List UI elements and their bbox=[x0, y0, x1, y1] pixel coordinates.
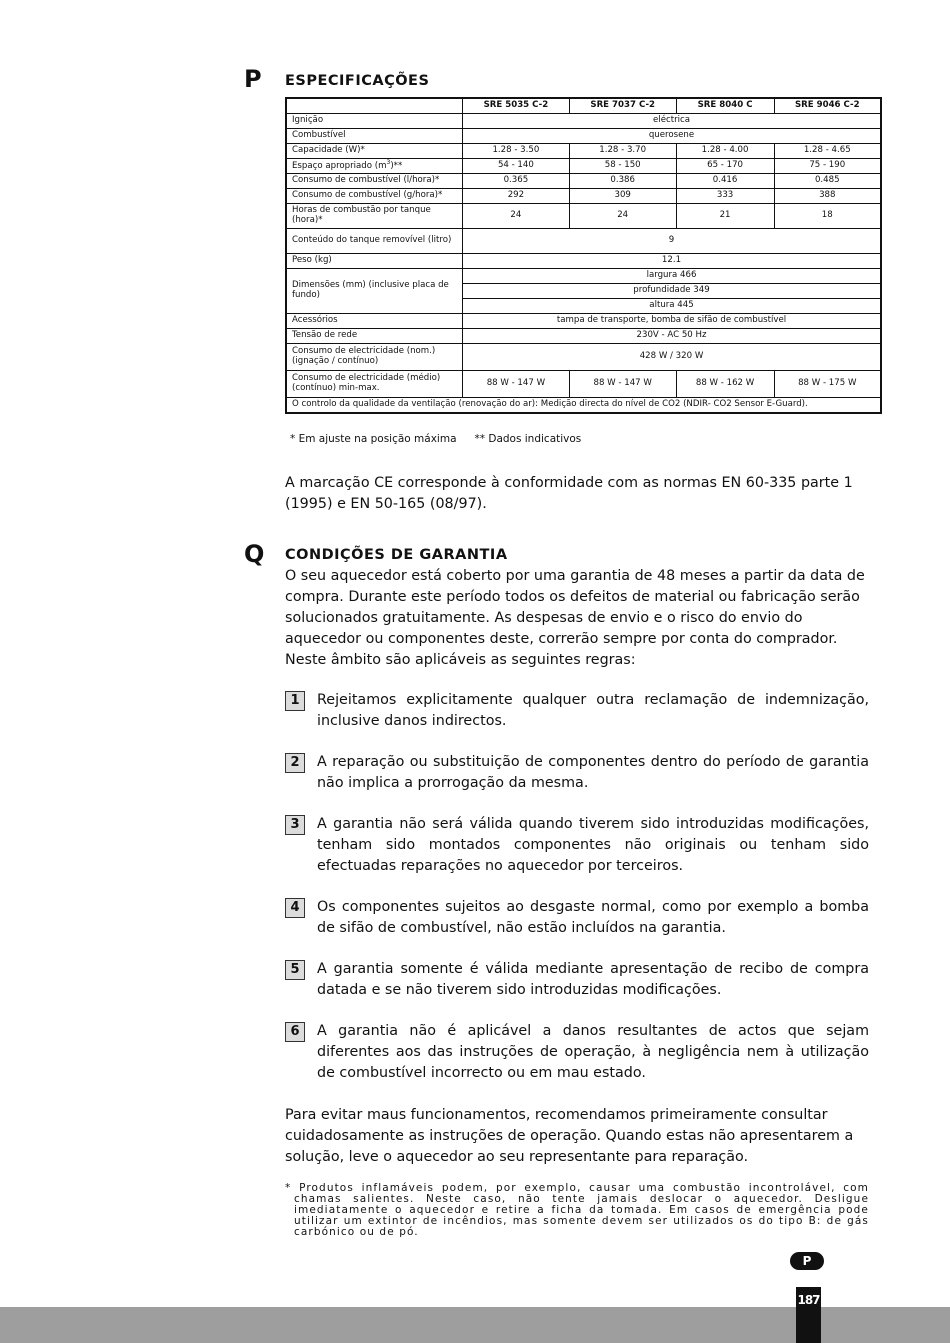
row-label: Ignição bbox=[287, 114, 463, 129]
cell-value: 428 W / 320 W bbox=[463, 344, 880, 371]
cell-value: 54 - 140 bbox=[463, 159, 570, 174]
table-row bbox=[287, 371, 880, 398]
row-label: Conteúdo do tanque removível (litro) bbox=[287, 229, 463, 254]
table-row bbox=[287, 229, 880, 254]
rule-item bbox=[285, 897, 869, 939]
cell-value: 333 bbox=[677, 189, 775, 204]
table-corner bbox=[287, 99, 463, 114]
cell-value: 1.28 - 4.00 bbox=[677, 144, 775, 159]
cell-value: 65 - 170 bbox=[677, 159, 775, 174]
page-number: 187 bbox=[797, 1293, 820, 1307]
cell-value: 0.386 bbox=[570, 174, 677, 189]
model-header: SRE 5035 C-2 bbox=[463, 99, 570, 114]
page-number-tab bbox=[796, 1287, 821, 1343]
section-title-specs: ESPECIFICAÇÕES bbox=[285, 73, 430, 89]
ce-text: A marcação CE corresponde à conformidade com as normas EN 60-335 parte 1 (1995) e EN 50-165 (08/97). bbox=[285, 475, 853, 512]
rule-text: Rejeitamos explicitamente qualquer outra reclamação de indemnização, inclusive danos indirectos. bbox=[317, 692, 869, 729]
spec-table bbox=[285, 97, 882, 414]
rule-text: A reparação ou substituição de componentes dentro do período de garantia não implica a prorrogação da mesma. bbox=[317, 754, 869, 791]
model-header: SRE 8040 C bbox=[677, 99, 775, 114]
row-label: Consumo de electricidade (nom.) (ignação / contínuo) bbox=[287, 344, 463, 371]
rule-item bbox=[285, 814, 869, 877]
table-row bbox=[287, 314, 880, 329]
table-row bbox=[287, 114, 880, 129]
superscript: 3 bbox=[386, 159, 391, 167]
table-footnotes bbox=[290, 433, 581, 445]
cell-value: 9 bbox=[463, 229, 880, 254]
cell-value: 388 bbox=[775, 189, 880, 204]
table-row bbox=[287, 159, 880, 174]
cell-value: 230V - AC 50 Hz bbox=[463, 329, 880, 344]
cell-value: 88 W - 147 W bbox=[463, 371, 570, 398]
table-row bbox=[287, 329, 880, 344]
rule-number: 4 bbox=[285, 898, 305, 918]
rule-number: 5 bbox=[285, 960, 305, 980]
cell-value: profundidade 349 bbox=[463, 284, 880, 299]
row-label: Consumo de electricidade (médio) (contínuo) min-max. bbox=[287, 371, 463, 398]
cell-value: 88 W - 162 W bbox=[677, 371, 775, 398]
rule-text: A garantia não será válida quando tiverem sido introduzidas modificações, tenham sido montados componentes não originais ou tenham sido efectuadas reparações no aquecedor por terceiros. bbox=[317, 816, 869, 874]
footnote: ** Dados indicativos bbox=[474, 433, 582, 445]
cell-value: altura 445 bbox=[463, 299, 880, 314]
cell-value: 88 W - 175 W bbox=[775, 371, 880, 398]
closing-text: Para evitar maus funcionamentos, recomendamos primeiramente consultar cuidadosamente as instruções de operação. Quando estas não apresentarem a solução, leve o aquecedor ao seu representante para reparação. bbox=[285, 1107, 854, 1165]
rule-number: 6 bbox=[285, 1022, 305, 1042]
cell-value: querosene bbox=[463, 129, 880, 144]
rule-item bbox=[285, 690, 869, 732]
row-label: Peso (kg) bbox=[287, 254, 463, 269]
table-row bbox=[287, 174, 880, 189]
row-label-text: Espaço apropriado (m bbox=[292, 160, 387, 171]
cell-value: 58 - 150 bbox=[570, 159, 677, 174]
rule-number: 1 bbox=[285, 691, 305, 711]
cell-value: 88 W - 147 W bbox=[570, 371, 677, 398]
cell-value: 12.1 bbox=[463, 254, 880, 269]
table-row bbox=[287, 144, 880, 159]
rule-number: 3 bbox=[285, 815, 305, 835]
section-letter-warranty: Q bbox=[244, 540, 265, 568]
cell-value: tampa de transporte, bomba de sifão de combustível bbox=[463, 314, 880, 329]
table-row bbox=[287, 129, 880, 144]
cell-value: 292 bbox=[463, 189, 570, 204]
cell-value: 1.28 - 3.50 bbox=[463, 144, 570, 159]
language-badge: P bbox=[790, 1252, 824, 1270]
row-label: Capacidade (W)* bbox=[287, 144, 463, 159]
cell-value: 24 bbox=[463, 204, 570, 229]
rule-text: A garantia somente é válida mediante apresentação de recibo de compra datada e se não tiverem sido introduzidas modificações. bbox=[317, 961, 869, 998]
safety-note: * Produtos inflamáveis podem, por exemplo, causar uma combustão incontrolável, com chamas salientes. Neste caso, não tente jamais deslocar o aquecedor. Desligue imediatamente o aquecedor e retire a ficha da tomada. Em casos de emergência pode utilizar um extintor de incêndios, mas somente devem ser utilizados os do tipo B: de gás carbónico ou de pó. bbox=[285, 1182, 869, 1238]
table-footer-row bbox=[287, 398, 880, 412]
warranty-intro: O seu aquecedor está coberto por uma garantia de 48 meses a partir da data de compra. Durante este período todos os defeitos de material ou fabricação serão solucionados gratuitamente. As despesas de envio e o risco do envio do aquecedor ou componentes deste, correrão sempre por conta do comprador. Neste âmbito são aplicáveis as seguintes regras: bbox=[285, 568, 865, 668]
row-label-text: )** bbox=[390, 160, 403, 171]
table-row bbox=[287, 254, 880, 269]
rule-text: Os componentes sujeitos ao desgaste normal, como por exemplo a bomba de sifão de combustível, não estão incluídos na garantia. bbox=[317, 899, 869, 936]
cell-value: 75 - 190 bbox=[775, 159, 880, 174]
row-label: Consumo de combustível (l/hora)* bbox=[287, 174, 463, 189]
model-header: SRE 7037 C-2 bbox=[570, 99, 677, 114]
row-label: Horas de combustão por tanque (hora)* bbox=[287, 204, 463, 229]
cell-value: 1.28 - 3.70 bbox=[570, 144, 677, 159]
cell-value: 18 bbox=[775, 204, 880, 229]
rule-item bbox=[285, 752, 869, 794]
section-title-warranty: CONDIÇÕES DE GARANTIA bbox=[285, 547, 508, 563]
cell-value: largura 466 bbox=[463, 269, 880, 284]
table-row bbox=[287, 269, 880, 284]
rule-number: 2 bbox=[285, 753, 305, 773]
rule-item bbox=[285, 1021, 869, 1084]
section-letter-specs: P bbox=[244, 65, 262, 93]
cell-value: 0.365 bbox=[463, 174, 570, 189]
rule-text: A garantia não é aplicável a danos resultantes de actos que sejam diferentes aos das instruções de operação, à negligência nem à utilização de combustível incorrecto ou em mau estado. bbox=[317, 1023, 869, 1081]
cell-value: 0.485 bbox=[775, 174, 880, 189]
row-label: Tensão de rede bbox=[287, 329, 463, 344]
cell-value: 21 bbox=[677, 204, 775, 229]
table-row bbox=[287, 204, 880, 229]
cell-value: 1.28 - 4.65 bbox=[775, 144, 880, 159]
table-footer: O controlo da qualidade da ventilação (renovação do ar): Medição directa do nível de CO2 (NDIR- CO2 Sensor E-Guard). bbox=[292, 399, 808, 410]
table-header-row bbox=[287, 99, 880, 114]
row-label: Dimensões (mm) (inclusive placa de fundo) bbox=[287, 269, 463, 314]
rule-item bbox=[285, 959, 869, 1001]
row-label: Combustível bbox=[287, 129, 463, 144]
cell-value: eléctrica bbox=[463, 114, 880, 129]
row-label: Acessórios bbox=[287, 314, 463, 329]
cell-value: 309 bbox=[570, 189, 677, 204]
table-row bbox=[287, 189, 880, 204]
footnote: * Em ajuste na posição máxima bbox=[290, 433, 457, 445]
cell-value: 0.416 bbox=[677, 174, 775, 189]
model-header: SRE 9046 C-2 bbox=[775, 99, 880, 114]
row-label bbox=[287, 159, 463, 174]
row-label: Consumo de combustível (g/hora)* bbox=[287, 189, 463, 204]
table-row bbox=[287, 344, 880, 371]
cell-value: 24 bbox=[570, 204, 677, 229]
